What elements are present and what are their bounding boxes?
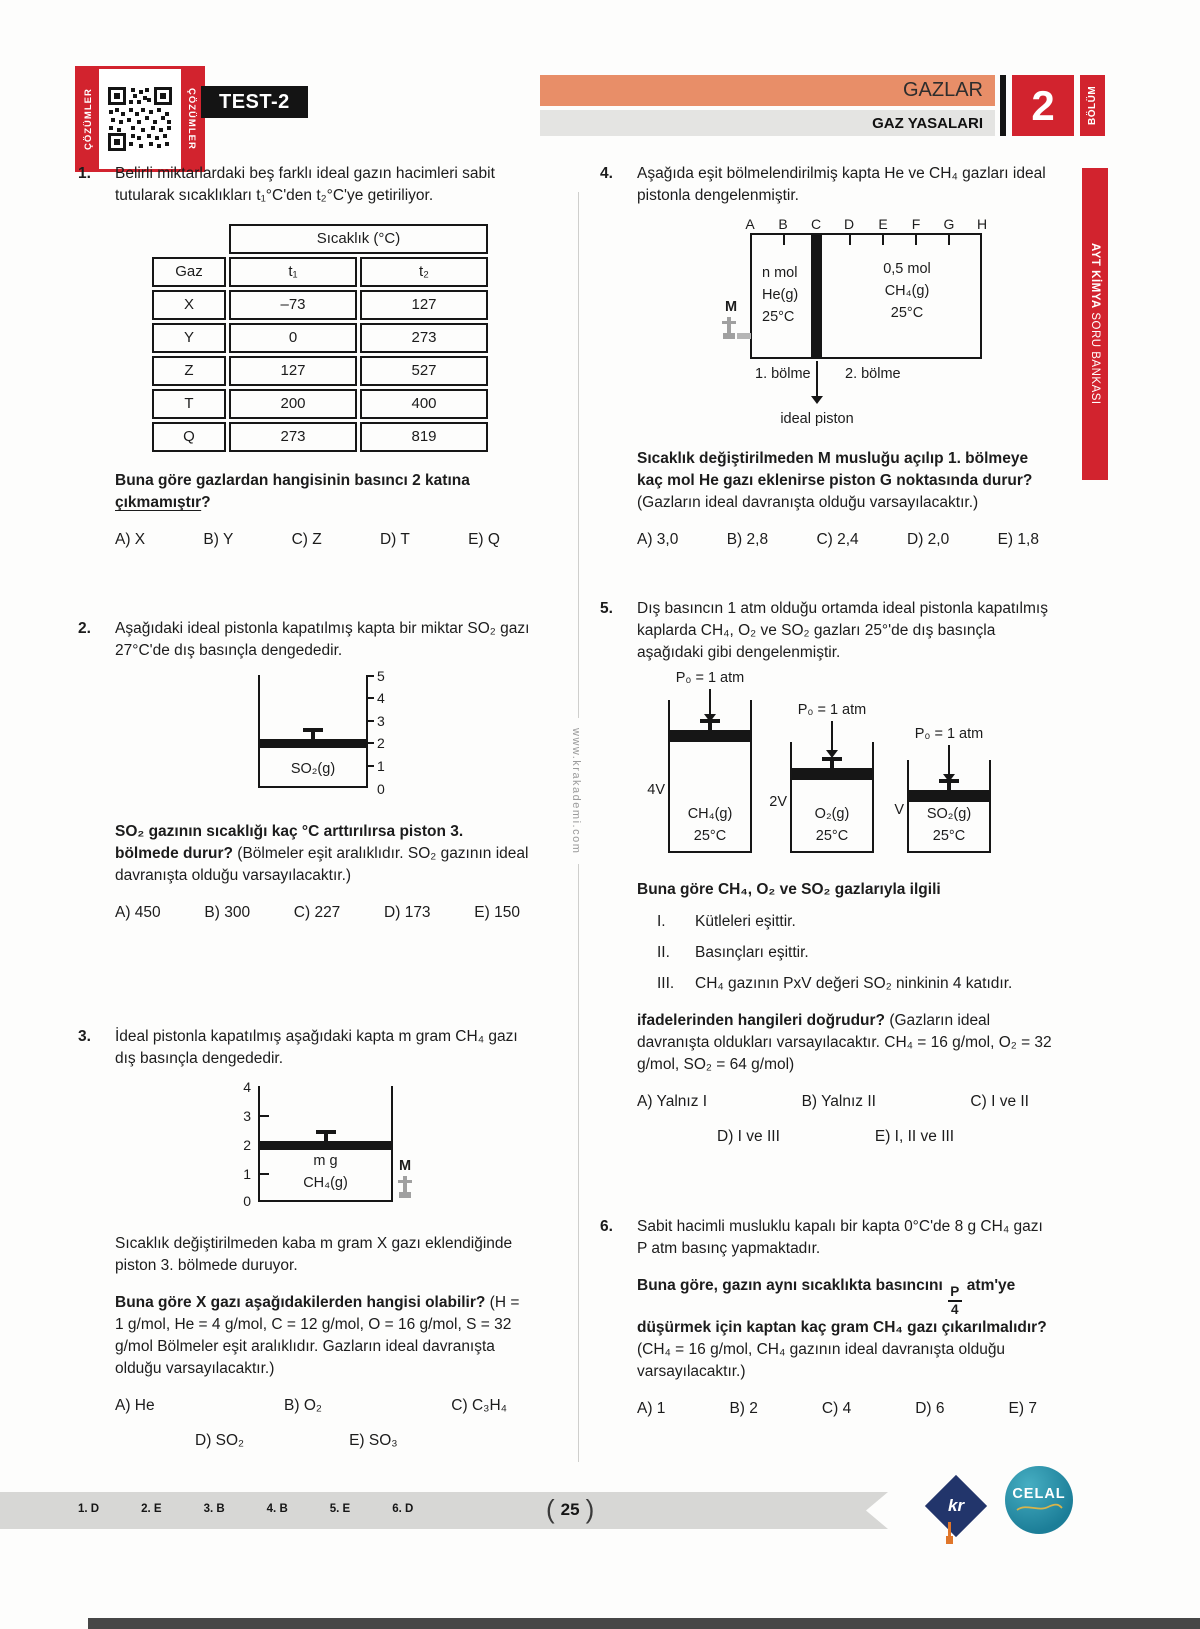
option-e: E) 1,8 <box>997 531 1039 548</box>
gas-label: CH₄(g) <box>303 1175 348 1192</box>
question-text: İdeal pistonla kapatılmış aşağıdaki kapta m gram CH₄ gazı dış basınçla dengededir. <box>115 1028 518 1067</box>
item-2 <box>657 942 1052 964</box>
options-row-2 <box>195 1430 530 1452</box>
table-cell: X <box>152 290 226 320</box>
question-2 <box>78 618 530 924</box>
left-gas: He(g) <box>762 286 799 303</box>
temp-label-2: 25°C <box>815 828 849 845</box>
side-banner-bold: AYT KİMYA <box>1089 243 1101 309</box>
option-d: D) T <box>379 531 410 548</box>
left-moles: n mol <box>762 265 798 281</box>
question-text: Belirli miktarlardaki beş farklı ideal gazın hacimleri sabit tutularak sıcaklıkları t₁°C'den t₂°C'ye getiriliyor. <box>115 165 495 204</box>
point-d: D <box>843 216 855 232</box>
table-cell: 127 <box>229 356 357 386</box>
compartment-2-label: 2. bölme <box>845 366 901 382</box>
gas-label-2: O₂(g) <box>814 806 850 823</box>
question-stem <box>115 821 530 887</box>
table-cell: 127 <box>360 290 488 320</box>
option-c: C) Z <box>291 531 322 548</box>
option-e: E) Q <box>468 531 500 548</box>
temp-label-3: 25°C <box>932 828 966 845</box>
option-a: A) 1 <box>637 1400 666 1418</box>
scale-2: 2 <box>377 735 385 751</box>
answer-1: 1. D <box>78 1503 100 1515</box>
compartment-1-label: 1. bölme <box>755 366 811 382</box>
valve-label: M <box>399 1158 412 1174</box>
piston-vessel-diagram <box>115 670 530 806</box>
three-vessels-diagram <box>637 672 1052 864</box>
scale-3: 3 <box>243 1108 251 1124</box>
point-h: H <box>976 216 988 232</box>
stem-mark: ? <box>201 494 211 511</box>
option-b: B) O₂ <box>284 1397 322 1414</box>
unit-tab-label: BÖLÜM <box>1080 75 1105 136</box>
vessel-2 <box>790 742 874 853</box>
gas-label: SO₂(g) <box>290 761 336 778</box>
piston-arrow <box>816 361 818 397</box>
left-temp: 25°C <box>762 308 795 325</box>
option-d: D) I ve III <box>717 1128 780 1145</box>
piston-3 <box>909 790 989 802</box>
kr-publisher-logo <box>925 1475 987 1537</box>
question-1 <box>78 163 530 551</box>
option-e: E) 150 <box>474 904 520 921</box>
stem-bold: ifadelerinden hangileri doğrudur? <box>637 1012 890 1029</box>
options-row <box>637 1398 1037 1420</box>
option-e: E) 7 <box>1008 1400 1037 1418</box>
piston <box>260 1141 391 1150</box>
table-row <box>152 323 488 353</box>
test-number-badge: TEST-2 <box>201 86 308 118</box>
gas-mass-label: m g <box>313 1153 338 1170</box>
temperature-table <box>149 221 491 455</box>
side-banner-rest: SORU BANKASI <box>1089 308 1101 405</box>
roman-items <box>637 911 1052 995</box>
options-row-2 <box>717 1126 1052 1148</box>
celal-logo-script <box>1014 1502 1064 1514</box>
item-text: Basınçları eşittir. <box>695 944 809 961</box>
page-bottom-edge <box>88 1618 1200 1629</box>
table-cell: 400 <box>360 389 488 419</box>
table-cell: 273 <box>229 422 357 452</box>
scale-3: 3 <box>377 713 385 729</box>
answer-4: 4. B <box>266 1503 288 1515</box>
table-row <box>152 422 488 452</box>
question-number: 6. <box>600 1218 613 1235</box>
option-a: A) X <box>115 531 146 548</box>
stem-bold-1: Buna göre, gazın aynı sıcaklıkta basıncını <box>637 1277 943 1294</box>
table-empty-cell <box>152 224 226 254</box>
unit-subtitle-bar: GAZ YASALARI <box>540 110 995 136</box>
option-c: C) 4 <box>821 1400 852 1418</box>
gas-vessel <box>258 1086 393 1202</box>
option-e: E) SO₃ <box>349 1432 398 1449</box>
unit-number-badge: 2 <box>1012 75 1074 136</box>
scale-0: 0 <box>243 1193 251 1209</box>
stem-bold: SO₂ gazının sıcaklığı kaç °C arttırılırsa piston 3. bölmede durur? <box>115 823 464 862</box>
question-text-2: Sıcaklık değiştirilmeden kaba m gram X gazı eklendiğinde piston 3. bölmede duruyor. <box>115 1235 513 1274</box>
table-cell: T <box>152 389 226 419</box>
pressure-label-2: P₀ = 1 atm <box>797 702 867 718</box>
point-e: E <box>878 216 888 232</box>
option-b: B) Y <box>203 531 234 548</box>
right-moles: 0,5 mol <box>883 261 931 277</box>
scale-4: 4 <box>377 690 385 706</box>
watermark: www.krakademi.com <box>570 718 582 864</box>
item-numeral: III. <box>657 975 675 992</box>
question-3 <box>78 1026 530 1452</box>
table-cell: 200 <box>229 389 357 419</box>
vessel-3 <box>907 760 991 853</box>
question-number: 3. <box>78 1028 91 1045</box>
table-cell: 819 <box>360 422 488 452</box>
volume-label-2: 2V <box>769 794 787 810</box>
options-row <box>637 529 1039 551</box>
kr-logo-tassel <box>948 1522 951 1538</box>
table-cell: –73 <box>229 290 357 320</box>
vessel-1 <box>668 700 752 853</box>
option-a: A) He <box>115 1397 155 1414</box>
scale-4: 4 <box>243 1079 251 1095</box>
paren-close: ) <box>585 1494 595 1524</box>
qr-code-icon <box>107 86 173 152</box>
page-number-value: 25 <box>560 1499 580 1519</box>
question-text: Aşağıdaki ideal pistonla kapatılmış kapta bir miktar SO₂ gazı 27°C'de dış basınçla dengededir. <box>115 620 530 659</box>
table-col-header: t₁ <box>229 257 357 287</box>
gas-label-3: SO₂(g) <box>926 806 972 823</box>
solutions-label-right: ÇÖZÜMLER <box>186 88 197 150</box>
kr-logo-text: kr <box>947 1495 965 1515</box>
valve-icon <box>395 1176 415 1207</box>
stem-note: (Bölmeler eşit aralıklıdır. SO₂ gazının ideal davranışta olduğu varsayılacaktır.) <box>115 845 529 884</box>
qr-code <box>99 69 181 169</box>
item-numeral: I. <box>657 913 666 930</box>
divided-vessel-diagram <box>637 215 1052 433</box>
book-side-banner <box>1082 168 1108 480</box>
question-text: Sabit hacimli musluklu kapalı bir kapta 0°C'de 8 g CH₄ gazı P atm basınç yapmaktadır. <box>637 1218 1043 1257</box>
table-cell: 273 <box>360 323 488 353</box>
option-a: A) 450 <box>115 904 161 921</box>
stem-underlined: çıkmamıştır <box>115 494 202 511</box>
table-cell: 0 <box>229 323 357 353</box>
fraction-numerator: P <box>950 1284 960 1299</box>
option-d: D) 6 <box>915 1400 945 1418</box>
question-stem <box>115 470 530 514</box>
option-c: C) I ve II <box>970 1093 1029 1110</box>
solutions-label-left: ÇÖZÜMLER <box>83 88 94 150</box>
pressure-label-1: P₀ = 1 atm <box>675 670 745 686</box>
table-row <box>152 290 488 320</box>
gas-label-1: CH₄(g) <box>687 806 733 823</box>
question-stem <box>637 1275 1052 1383</box>
stem-bold-2: atm'ye düşürmek için kaptan kaç gram CH₄ gazı çıkarılmalıdır? <box>637 1277 1047 1337</box>
option-c: C) 2,4 <box>816 531 859 548</box>
gas-vessel <box>258 675 368 788</box>
point-a: A <box>745 216 755 232</box>
table-row <box>152 389 488 419</box>
stem-note: (H = 1 g/mol, He = 4 g/mol, C = 12 g/mol, O = 16 g/mol, S = 32 g/mol Bölmeler eşit aralıklıdır. Gazların ideal davranışta olduğu varsayılacaktır.) <box>115 1294 520 1377</box>
option-b: B) 2 <box>729 1400 758 1418</box>
volume-label-1: 4V <box>647 782 665 798</box>
options-row <box>115 902 520 924</box>
stem-bold: Buna göre X gazı aşağıdakilerden hangisi olabilir? <box>115 1294 490 1311</box>
pressure-label-3: P₀ = 1 atm <box>914 726 984 742</box>
question-number: 2. <box>78 620 91 637</box>
stem-intro: Buna göre CH₄, O₂ ve SO₂ gazlarıyla ilgili <box>637 881 941 898</box>
celal-logo-text: CELAL <box>1012 1486 1066 1502</box>
right-chamber-labels <box>837 259 977 324</box>
stem-note: (Gazların ideal davranışta olduğu varsayılacaktır.) <box>637 494 979 511</box>
table-cell: Z <box>152 356 226 386</box>
page-number <box>546 1494 594 1525</box>
fraction-denominator: 4 <box>951 1302 959 1318</box>
table-cell: 527 <box>360 356 488 386</box>
option-d: D) SO₂ <box>195 1432 245 1449</box>
item-1 <box>657 911 1052 933</box>
option-c: C) C₃H₄ <box>451 1397 507 1414</box>
unit-title-bar: GAZLAR <box>540 75 995 106</box>
item-numeral: II. <box>657 944 670 961</box>
left-chamber-labels <box>762 263 798 328</box>
scale-1: 1 <box>243 1166 251 1182</box>
temp-label-1: 25°C <box>693 828 727 845</box>
option-d: D) 2,0 <box>907 531 950 548</box>
table-col-header: t₂ <box>360 257 488 287</box>
options-row-1 <box>637 1091 1029 1113</box>
question-6 <box>600 1216 1052 1420</box>
question-4 <box>600 163 1052 551</box>
scale-0: 0 <box>377 781 385 797</box>
piston-2 <box>792 768 872 780</box>
answer-key <box>78 1503 413 1515</box>
right-temp: 25°C <box>890 304 924 321</box>
answer-6: 6. D <box>392 1503 414 1515</box>
point-b: B <box>778 216 788 232</box>
question-stem <box>637 1010 1052 1076</box>
valve-icon <box>719 317 739 348</box>
point-f: F <box>911 216 921 232</box>
question-number: 5. <box>600 600 613 617</box>
option-c: C) 227 <box>293 904 341 921</box>
table-col-header: Gaz <box>152 257 226 287</box>
table-cell: Q <box>152 422 226 452</box>
pressure-fraction <box>948 1285 962 1317</box>
table-header: Sıcaklık (°C) <box>229 224 488 254</box>
scale-5: 5 <box>377 668 385 684</box>
question-stem <box>637 448 1052 514</box>
table-row <box>152 356 488 386</box>
stem-note: (CH₄ = 16 g/mol, CH₄ gazının ideal davranışta olduğu varsayılacaktır.) <box>637 1341 1006 1381</box>
celal-logo <box>1005 1466 1073 1534</box>
solutions-qr-block <box>75 66 205 172</box>
option-a: A) Yalnız I <box>637 1093 708 1110</box>
piston-vessel-diagram <box>115 1078 530 1218</box>
question-5 <box>600 598 1052 1148</box>
question-stem <box>115 1292 530 1380</box>
item-3 <box>657 973 1052 995</box>
paren-open: ( <box>546 1494 555 1524</box>
stem-bold: Sıcaklık değiştirilmeden M musluğu açılıp 1. bölmeye kaç mol He gazı eklenirse piston G noktasında durur? <box>637 450 1033 489</box>
answer-2: 2. E <box>141 1503 162 1515</box>
header-divider <box>1000 75 1006 136</box>
question-text: Dış basıncın 1 atm olduğu ortamda ideal pistonla kapatılmış kaplarda CH₄, O₂ ve SO₂ gazları 25°'de dış basınçla aşağıdaki gibi dengelenmiştir. <box>637 600 1048 661</box>
option-b: B) Yalnız II <box>801 1093 876 1110</box>
scale-1: 1 <box>377 758 385 774</box>
question-number: 1. <box>78 165 91 182</box>
right-gas: CH₄(g) <box>884 282 930 299</box>
question-number: 4. <box>600 165 613 182</box>
valve-pipe <box>737 333 751 339</box>
table-cell: Y <box>152 323 226 353</box>
option-e: E) I, II ve III <box>874 1128 955 1145</box>
piston <box>811 235 822 357</box>
piston <box>260 739 366 748</box>
stem-bold: Buna göre gazlardan hangisinin basıncı 2 katına <box>115 472 470 489</box>
option-a: A) 3,0 <box>637 531 679 548</box>
scale-2: 2 <box>243 1137 251 1153</box>
option-d: D) 173 <box>384 904 431 921</box>
valve-label: M <box>725 299 738 315</box>
point-g: G <box>943 216 955 232</box>
options-row-1 <box>115 1395 507 1417</box>
stem-note: (Gazların ideal davranışta oldukları varsayılacaktır. CH₄ = 16 g/mol, O₂ = 32 g/mol, SO₂ = 64 g/mol) <box>637 1012 1052 1073</box>
answer-3: 3. B <box>203 1503 225 1515</box>
item-text: Kütleleri eşittir. <box>695 913 796 930</box>
question-text: Aşağıda eşit bölmelendirilmiş kapta He ve CH₄ gazları ideal pistonla dengelenmiştir. <box>637 165 1046 204</box>
options-row <box>115 529 500 551</box>
point-c: C <box>810 216 822 232</box>
volume-label-3: V <box>894 802 904 818</box>
answer-5: 5. E <box>329 1503 351 1515</box>
piston-label: ideal piston <box>780 411 854 427</box>
item-text: CH₄ gazının PxV değeri SO₂ ninkinin 4 katıdır. <box>695 975 1013 992</box>
option-b: B) 300 <box>204 904 251 921</box>
piston-1 <box>670 730 750 742</box>
option-b: B) 2,8 <box>726 531 769 548</box>
